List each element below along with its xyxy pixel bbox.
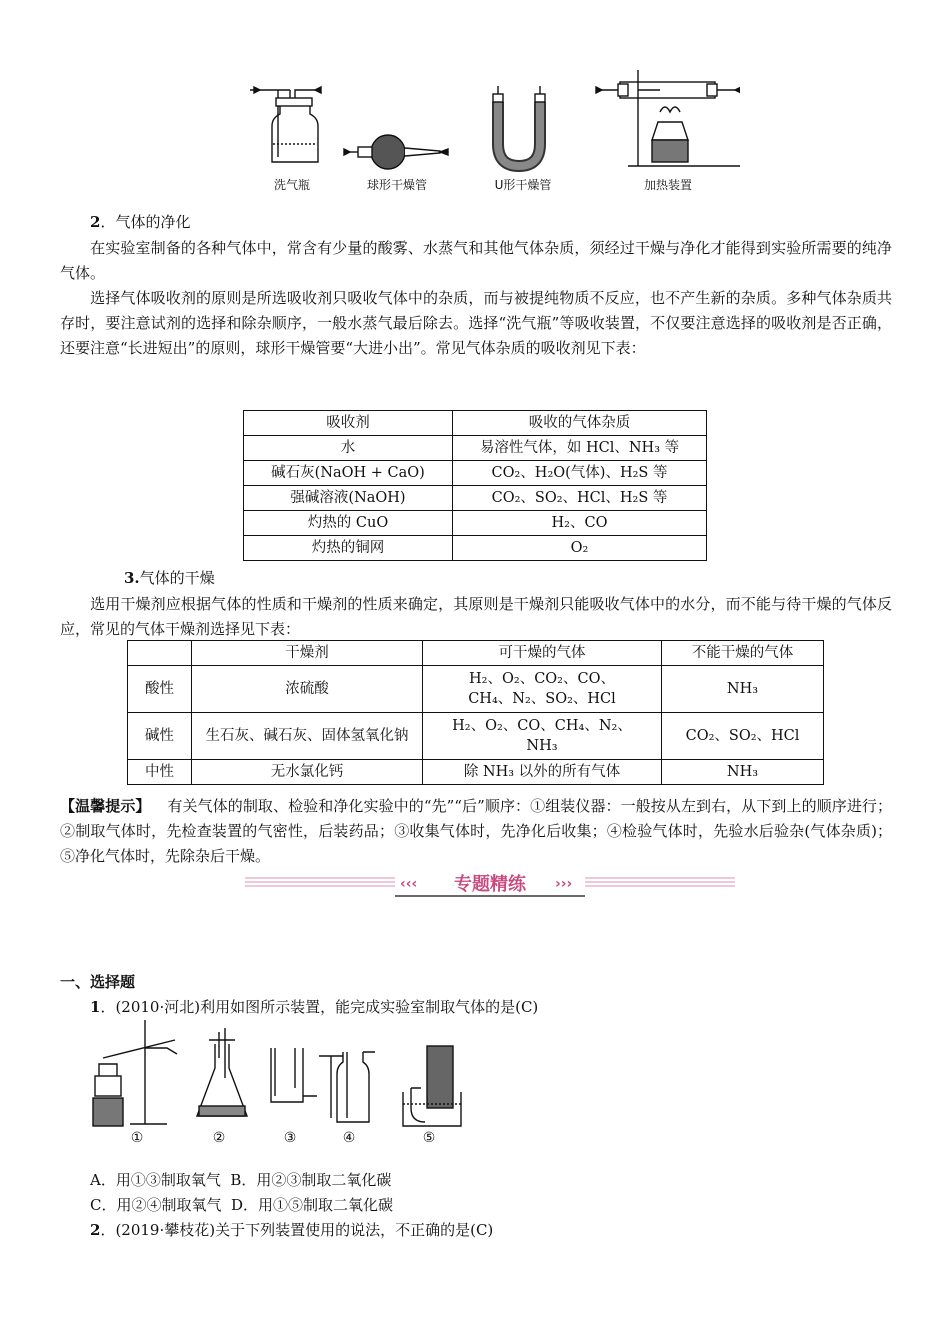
caption-u-drying-tube: U形干燥管 bbox=[494, 178, 552, 192]
section-banner bbox=[245, 868, 735, 898]
table-cell: 碱性 bbox=[128, 713, 192, 760]
table-cell: 碱石灰(NaOH + CaO) bbox=[244, 461, 453, 486]
q1-apparatus-figure bbox=[85, 1018, 475, 1130]
heating-device-drawing bbox=[596, 70, 740, 166]
table-row bbox=[128, 713, 824, 760]
table-cell: CO₂、SO₂、HCl bbox=[662, 713, 824, 760]
warm-tip-label: 【温馨提示】 bbox=[60, 797, 151, 815]
q1-label-5: ⑤ bbox=[422, 1130, 436, 1146]
svg-text:‹‹‹: ‹‹‹ bbox=[400, 876, 418, 892]
q1-label-2: ② bbox=[212, 1130, 226, 1146]
u-drying-tube-drawing bbox=[493, 86, 545, 166]
section3-paragraph: 选用干燥剂应根据气体的性质和干燥剂的性质来确定，其原则是干燥剂只能吸收气体中的水分，而不能与待干燥的气体反应，常见的气体干燥剂选择见下表： bbox=[60, 595, 892, 638]
table-cell: 酸性 bbox=[128, 666, 192, 713]
table-cell: 灼热的铜网 bbox=[244, 536, 453, 561]
table-row bbox=[128, 666, 824, 713]
table-header-cell: 吸收的气体杂质 bbox=[453, 411, 707, 436]
table-cell: 水 bbox=[244, 436, 453, 461]
q1-options-cd: C．用②④制取氧气 D．用①⑤制取二氧化碳 bbox=[90, 1196, 394, 1214]
table-cell: NH₃ bbox=[662, 760, 824, 785]
table-header-cell: 干燥剂 bbox=[192, 641, 423, 666]
section3-heading: 3.气体的干燥 bbox=[124, 569, 215, 587]
warm-tip-text: 有关气体的制取、检验和净化实验中的“先”“后”顺序：①组装仪器：一般按从左到右，从下到上的顺序进行；②制取气体时，先检查装置的气密性，后装药品；③收集气体时，先净化后收集；④检验气体时，先验水后验杂(气体杂质)；⑤净化气体时，先除杂后干燥。 bbox=[60, 797, 892, 865]
table-cell: NH₃ bbox=[662, 666, 824, 713]
table-row bbox=[244, 536, 707, 561]
banner-title: 专题精练 bbox=[454, 874, 526, 895]
caption-heating-device: 加热装置 bbox=[643, 178, 692, 192]
table-cell: 生石灰、碱石灰、固体氢氧化钠 bbox=[192, 713, 423, 760]
table-cell: 强碱溶液(NaOH) bbox=[244, 486, 453, 511]
warm-tip bbox=[60, 794, 892, 869]
caption-ball-drying-tube: 球形干燥管 bbox=[366, 178, 427, 192]
q1-options-ab: A．用①③制取氧气 B．用②③制取二氧化碳 bbox=[90, 1171, 392, 1189]
svg-text:›››: ››› bbox=[555, 876, 573, 892]
table-header-cell: 不能干燥的气体 bbox=[662, 641, 824, 666]
table-header-cell: 吸收剂 bbox=[244, 411, 453, 436]
table-row bbox=[244, 461, 707, 486]
ball-drying-tube-drawing bbox=[344, 135, 448, 169]
table-cell: 灼热的 CuO bbox=[244, 511, 453, 536]
table-header-cell: 可干燥的气体 bbox=[423, 641, 662, 666]
table-header-cell bbox=[128, 641, 192, 666]
q1-label-1: ① bbox=[130, 1130, 144, 1146]
practice-section-title: 一、选择题 bbox=[60, 973, 136, 991]
table-header-row bbox=[128, 641, 824, 666]
question-1: 1．(2010·河北)利用如图所示装置，能完成实验室制取气体的是(C) bbox=[90, 998, 539, 1016]
section2-paragraph-2: 选择气体吸收剂的原则是所选吸收剂只吸收气体中的杂质，而与被提纯物质不反应，也不产生新的杂质。多种气体杂质共存时，要注意试剂的选择和除杂顺序，一般水蒸气最后除去。选择“洗气瓶”等吸收装置，不仅要注意选择的吸收剂是否正确，还要注意“长进短出”的原则，球形干燥管要“大进小出”。常见气体杂质的吸收剂见下表： bbox=[60, 289, 892, 357]
question-2: 2．(2019·攀枝花)关于下列装置使用的说法，不正确的是(C) bbox=[90, 1221, 494, 1239]
table-cell: 浓硫酸 bbox=[192, 666, 423, 713]
q1-label-4: ④ bbox=[342, 1130, 356, 1146]
table-cell: 无水氯化钙 bbox=[192, 760, 423, 785]
q1-label-3: ③ bbox=[283, 1130, 297, 1146]
section2-heading: 2．气体的净化 bbox=[90, 213, 191, 231]
absorbent-table bbox=[243, 410, 707, 561]
caption-wash-bottle: 洗气瓶 bbox=[273, 178, 310, 192]
table-cell: 中性 bbox=[128, 760, 192, 785]
table-cell: O₂ bbox=[453, 536, 707, 561]
table-cell: 易溶性气体，如 HCl、NH₃ 等 bbox=[453, 436, 707, 461]
table-cell: 除 NH₃ 以外的所有气体 bbox=[423, 760, 662, 785]
table-row bbox=[244, 436, 707, 461]
table-cell: H₂、O₂、CO₂、CO、CH₄、N₂、SO₂、HCl bbox=[423, 666, 662, 713]
table-cell: H₂、O₂、CO、CH₄、N₂、NH₃ bbox=[423, 713, 662, 760]
table-cell: CO₂、H₂O(气体)、H₂S 等 bbox=[453, 461, 707, 486]
desiccant-table bbox=[127, 640, 824, 785]
section2-paragraph-1: 在实验室制备的各种气体中，常含有少量的酸雾、水蒸气和其他气体杂质，须经过干燥与净化才能得到实验所需要的纯净气体。 bbox=[60, 239, 892, 282]
wash-bottle-drawing bbox=[250, 87, 321, 162]
table-row bbox=[244, 486, 707, 511]
top-apparatus-figure bbox=[240, 62, 740, 172]
table-row bbox=[128, 760, 824, 785]
table-cell: H₂、CO bbox=[453, 511, 707, 536]
table-row bbox=[244, 511, 707, 536]
table-cell: CO₂、SO₂、HCl、H₂S 等 bbox=[453, 486, 707, 511]
table-header-row bbox=[244, 411, 707, 436]
